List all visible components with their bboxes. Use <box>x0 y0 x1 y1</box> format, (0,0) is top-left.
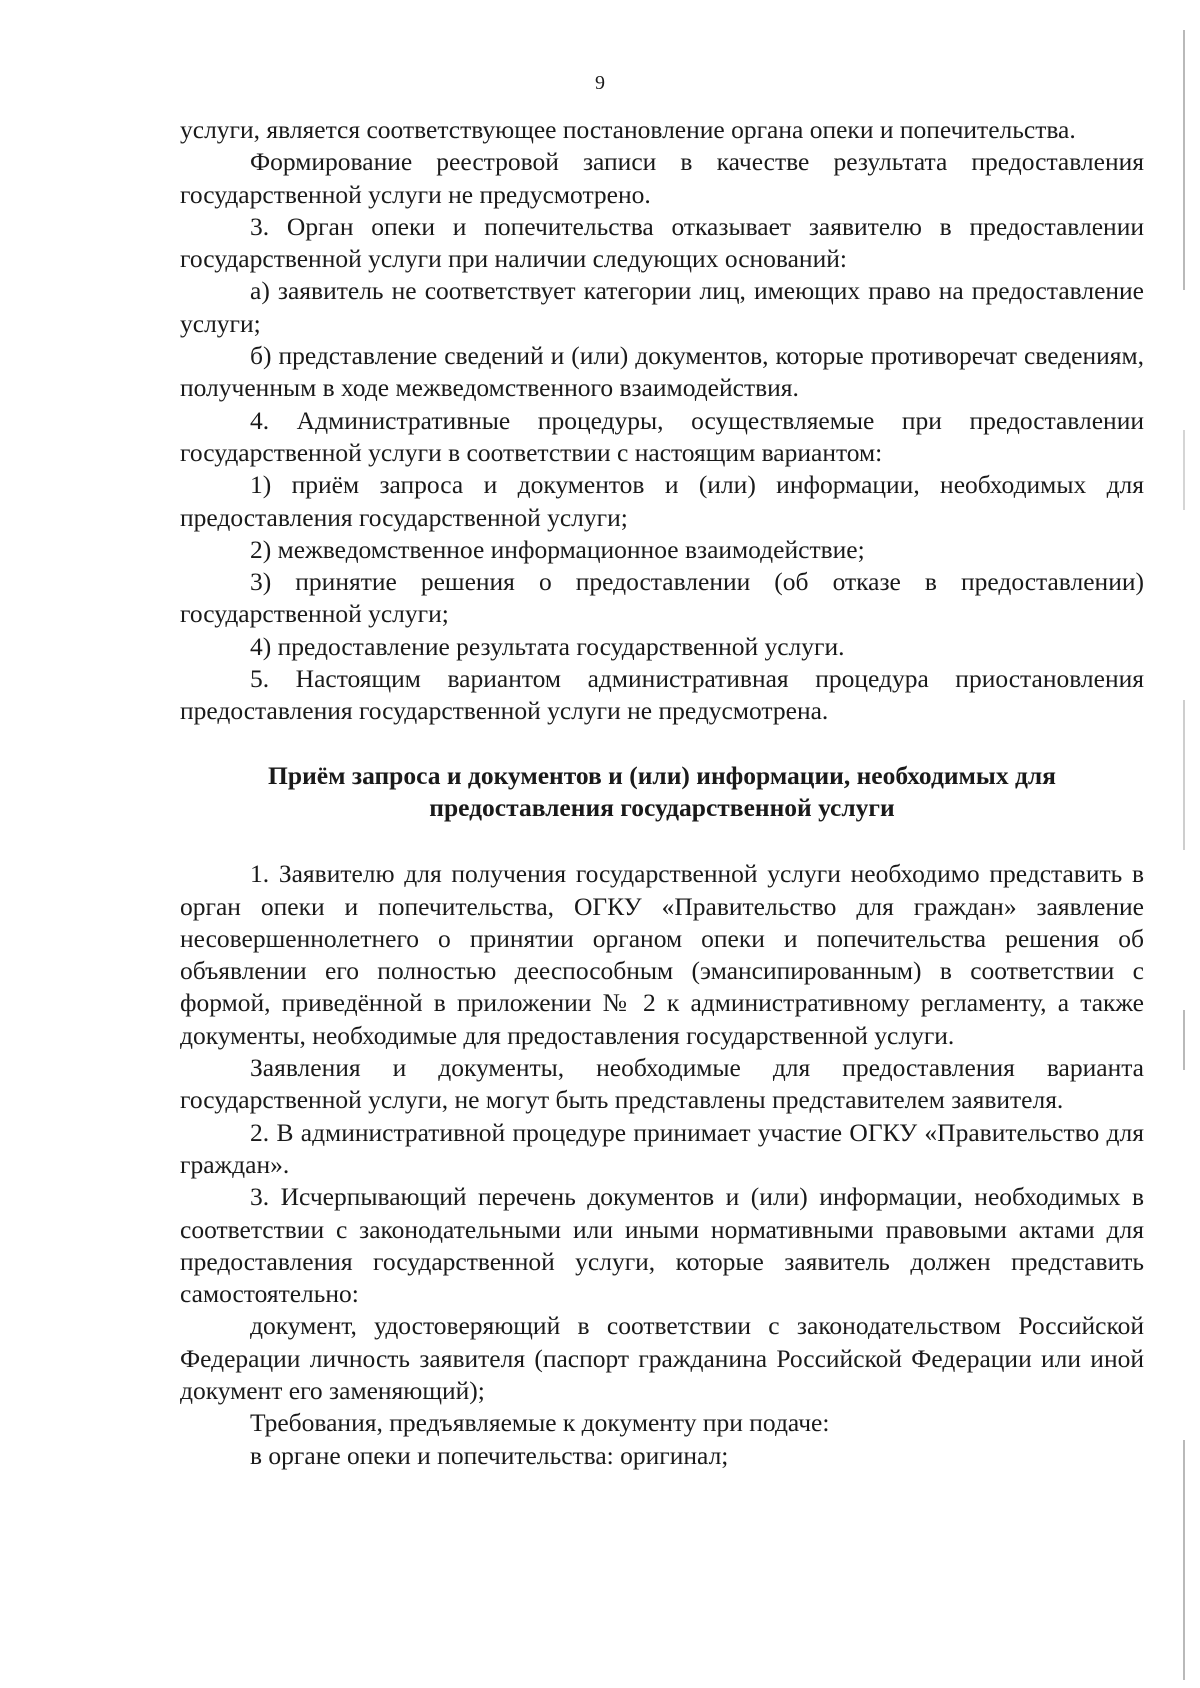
section-heading-line-2: предоставления государственной услуги <box>429 792 895 822</box>
paragraph: 5. Настоящим вариантом административная процедура приостановления предоставления государственной услуги не предусмотрена. <box>180 664 1144 726</box>
paragraph: услуги, является соответствующее постановление органа опеки и попечительства. <box>180 115 1076 144</box>
section-heading <box>180 760 1144 825</box>
paragraphs-top <box>180 114 1144 728</box>
paragraph: 4. Административные процедуры, осуществляемые при предоставлении государственной услуги в соответствии с настоящим вариантом: <box>180 405 1144 467</box>
paragraph: 2. В административной процедуре принимает участие ОГКУ «Правительство для граждан». <box>180 1117 1144 1179</box>
paragraph: 2) межведомственное информационное взаимодействие; <box>250 534 865 564</box>
scan-edge-line <box>1183 700 1185 850</box>
paragraph: в органе опеки и попечительства: оригинал; <box>250 1440 729 1470</box>
document-body <box>180 114 1144 1472</box>
scan-edge-line <box>1183 430 1185 510</box>
paragraph: документ, удостоверяющий в соответствии с законодательством Российской Федерации личность заявителя (паспорт гражданина Российской Федерации или иной документ его заменяющий); <box>180 1311 1144 1405</box>
paragraph: а) заявитель не соответствует категории лиц, имеющих право на предоставление услуги; <box>180 276 1144 338</box>
scan-edge-line <box>1183 1010 1185 1070</box>
paragraph: Заявления и документы, необходимые для предоставления варианта государственной услуги, не могут быть представлены представителем заявителя. <box>180 1053 1144 1115</box>
section-heading-line-1: Приём запроса и документов и (или) информации, необходимых для <box>268 760 1056 790</box>
scan-edge-line <box>1183 1440 1185 1680</box>
paragraph: б) представление сведений и (или) документов, которые противоречат сведениям, полученным в ходе межведомственного взаимодействия. <box>180 341 1144 403</box>
page-number: 9 <box>595 72 605 94</box>
paragraph: 3) принятие решения о предоставлении (об отказе в предоставлении) государственной услуги; <box>180 567 1144 629</box>
paragraph: 1) приём запроса и документов и (или) информации, необходимых для предоставления государственной услуги; <box>180 470 1144 532</box>
paragraphs-bottom <box>180 858 1144 1472</box>
paragraph: 3. Орган опеки и попечительства отказывает заявителю в предоставлении государственной услуги при наличии следующих оснований: <box>180 211 1144 274</box>
paragraph: Формирование реестровой записи в качестве результата предоставления государственной услуги не предусмотрено. <box>180 147 1144 209</box>
paragraph: 4) предоставление результата государственной услуги. <box>250 631 845 661</box>
scan-edge-line <box>1183 30 1185 290</box>
paragraph: 1. Заявителю для получения государственной услуги необходимо представить в орган опеки и попечительства, ОГКУ «Правительство для граждан» заявление несовершеннолетнего о принятии органом опеки и попечительства решения об объявлении его полностью дееспособным (эмансипированным) в соответствии с формой, приведённой в приложении № 2 к административному регламенту, а также документы, необходимые для предоставления государственной услуги. <box>180 859 1144 1050</box>
paragraph: 3. Исчерпывающий перечень документов и (или) информации, необходимых в соответствии с законодательными или иными нормативными правовыми актами для предоставления государственной услуги, которые заявитель должен представить самостоятельно: <box>180 1182 1144 1309</box>
paragraph: Требования, предъявляемые к документу при подаче: <box>250 1408 830 1438</box>
